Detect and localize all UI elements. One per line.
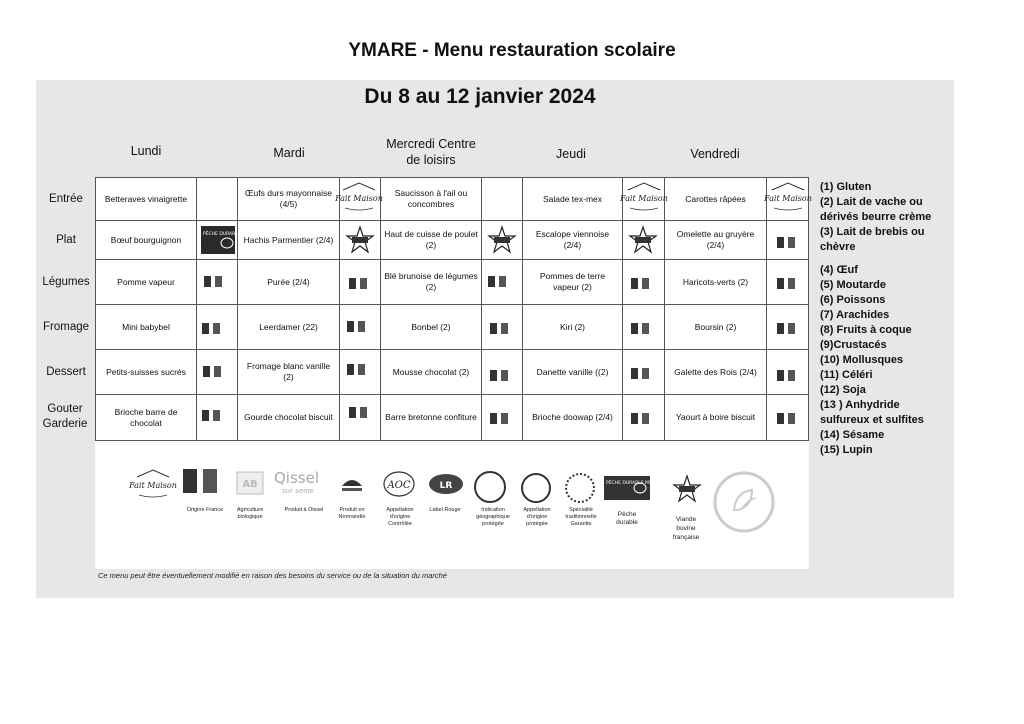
legend-label: Appellation d'origine Contrôlée	[386, 507, 414, 527]
menu-cell: Leerdamer (22)	[238, 305, 340, 350]
svg-text:Fait Maison: Fait Maison	[620, 194, 668, 203]
menu-cell: Mini babybel	[95, 305, 197, 350]
menu-cell: Fromage blanc vanille (2)	[238, 350, 340, 395]
aop-icon	[521, 473, 551, 503]
svg-text:Fait Maison: Fait Maison	[335, 194, 383, 203]
row-label-plat: Plat	[56, 234, 76, 246]
allergen-item: (7) Arachides	[820, 309, 890, 321]
origine-france-icon	[347, 364, 365, 375]
menu-cell: Saucisson à l'ail ou concombres	[381, 177, 482, 221]
menu-cell: Petits-suisses sucrés	[95, 350, 197, 395]
allergen-item: (13 ) Anhydride	[820, 399, 900, 411]
origine-france-icon	[203, 366, 221, 377]
page-title: YMARE - Menu restauration scolaire	[348, 40, 676, 61]
date-range: Du 8 au 12 janvier 2024	[364, 85, 596, 108]
allergen-item: (11) Céléri	[820, 369, 873, 381]
produit-en-normandie-icon	[340, 472, 364, 494]
menu-cell: Omelette au gruyère (2/4)	[665, 221, 767, 260]
legend-label: Indication géographique protégée	[476, 507, 510, 527]
origine-france-icon	[349, 407, 367, 418]
allergen-item: (9)Crustacés	[820, 339, 887, 351]
origine-france-icon	[777, 237, 795, 248]
svg-text:LR: LR	[439, 481, 453, 491]
svg-text:sur seine: sur seine	[282, 487, 314, 495]
allergen-item: (1) Gluten	[820, 181, 872, 193]
day-header-mercredi: Mercredi Centre de loisirs	[386, 137, 476, 167]
origine-france-icon	[777, 278, 795, 289]
day-header-lundi: Lundi	[130, 144, 162, 158]
legend-label: Produit à Oissel	[284, 507, 324, 513]
menu-cell: Blé brunoise de légumes (2)	[381, 260, 482, 305]
origine-france-icon	[631, 413, 649, 424]
peche-durable-msc-icon	[201, 226, 252, 254]
origine-france-icon	[347, 321, 365, 332]
legend-label: Viande bovine française	[672, 516, 700, 541]
allergen-item: (5) Moutarde	[820, 279, 886, 291]
allergen-item: chèvre	[820, 241, 856, 253]
svg-text:Fait Maison: Fait Maison	[129, 481, 177, 490]
footnote: Ce menu peut être éventuellement modifié en raison des besoins du service ou de la situation du marché	[98, 571, 447, 580]
origine-france-icon	[204, 276, 222, 287]
legend-label: Spécialité traditionnelle Garantie	[565, 507, 597, 527]
day-header-jeudi: Jeudi	[556, 147, 586, 161]
svg-text:PÊCHE DURABLE MSC: PÊCHE DURABLE MSC	[606, 481, 655, 486]
menu-cell: Carottes râpées	[665, 177, 767, 221]
row-label-fromage: Fromage	[42, 321, 90, 333]
menu-cell: Œufs durs mayonnaise (4/5)	[238, 177, 340, 221]
allergen-item: (6) Poissons	[820, 294, 886, 306]
allergen-item: (10) Mollusques	[820, 354, 904, 366]
legend-label: Produit en Normandie	[338, 507, 366, 520]
allergen-item: sulfureux et sulfites	[820, 414, 924, 426]
label-cell	[340, 395, 381, 441]
menu-cell: Betteraves vinaigrette	[95, 177, 197, 221]
origine-france-icon	[490, 370, 508, 381]
row-label-legumes: Légumes	[42, 276, 90, 288]
allergen-item: (15) Lupin	[820, 444, 873, 456]
aoc-icon	[382, 470, 416, 498]
viande-bovine-francaise-icon	[343, 225, 377, 255]
menu-table	[95, 177, 812, 441]
menu-cell: Salade tex-mex	[523, 177, 623, 221]
origine-france-icon	[631, 323, 649, 334]
legend-label: Origine France	[186, 507, 224, 513]
menu-cell: Bonbel (2)	[381, 305, 482, 350]
menu-cell: Kiri (2)	[523, 305, 623, 350]
vegetarien-icon	[712, 470, 776, 534]
svg-text:Fait Maison: Fait Maison	[764, 194, 812, 203]
menu-cell: Boursin (2)	[665, 305, 767, 350]
menu-cell: Galette des Rois (2/4)	[665, 350, 767, 395]
allergen-item: dérivés beurre crème	[820, 211, 932, 223]
menu-cell: Bœuf bourguignon	[95, 221, 197, 260]
legend-label: Agriculture biologique	[236, 507, 264, 520]
row-label-entree: Entrée	[49, 193, 83, 205]
allergen-item: (3) Lait de brebis ou	[820, 226, 925, 238]
fait-maison-icon	[129, 468, 177, 502]
day-header-vendredi: Vendredi	[690, 147, 740, 161]
row-label-dessert: Dessert	[46, 366, 86, 378]
menu-cell: Pomme vapeur	[95, 260, 197, 305]
origine-france-icon	[349, 278, 367, 289]
menu-cell: Escalope viennoise (2/4)	[523, 221, 623, 260]
origine-france-icon	[777, 370, 795, 381]
allergens-list	[820, 180, 1020, 458]
oissel-logo-icon	[272, 468, 330, 498]
allergen-item: (8) Fruits à coque	[820, 324, 912, 336]
svg-text:AB: AB	[242, 479, 258, 490]
menu-cell: Brioche doowap (2/4)	[523, 395, 623, 441]
origine-france-icon	[631, 368, 649, 379]
fait-maison-icon	[335, 181, 383, 215]
origine-france-icon	[490, 323, 508, 334]
igp-icon	[474, 471, 506, 503]
allergen-item: (14) Sésame	[820, 429, 885, 441]
allergen-item: (12) Soja	[820, 384, 866, 396]
origine-france-icon	[202, 410, 220, 421]
menu-cell: Danette vanille ((2)	[523, 350, 623, 395]
origine-france-icon	[777, 323, 795, 334]
menu-cell: Haricots-verts (2)	[665, 260, 767, 305]
day-header-mardi: Mardi	[273, 146, 305, 160]
label-rouge-icon	[427, 472, 465, 496]
menu-cell: Haut de cuisse de poulet (2)	[381, 221, 482, 260]
menu-cell: Yaourt à boire biscuit	[665, 395, 767, 441]
origine-france-icon	[183, 469, 217, 493]
legend-label: Label Rouge	[429, 507, 461, 513]
origine-france-icon	[488, 276, 506, 287]
viande-bovine-francaise-icon	[626, 225, 660, 255]
label-cell	[482, 177, 523, 221]
menu-cell: Gourde chocolat biscuit	[238, 395, 340, 441]
viande-bovine-francaise-icon	[485, 225, 519, 255]
menu-cell: Brioche barre de chocolat	[95, 395, 197, 441]
agriculture-biologique-icon	[237, 472, 263, 494]
allergen-item: (2) Lait de vache ou	[820, 196, 923, 208]
legend-label: Pêche durable	[616, 511, 638, 526]
origine-france-icon	[777, 413, 795, 424]
label-cell	[197, 177, 238, 221]
svg-text:Qissel: Qissel	[274, 469, 319, 487]
legend-label: Appellation d'origine protégée	[523, 507, 551, 527]
origine-france-icon	[490, 413, 508, 424]
svg-text:AOC: AOC	[387, 480, 411, 491]
origine-france-icon	[631, 278, 649, 289]
stg-icon	[565, 473, 595, 503]
menu-cell: Pommes de terre vapeur (2)	[523, 260, 623, 305]
origine-france-icon	[202, 323, 220, 334]
legend-area	[95, 441, 809, 569]
svg-text:PÊCHE DURABLE MSC: PÊCHE DURABLE MSC	[203, 232, 252, 237]
menu-cell: Mousse chocolat (2)	[381, 350, 482, 395]
viande-bovine-francaise-icon	[670, 474, 704, 504]
menu-cell: Hachis Parmentier (2/4)	[238, 221, 340, 260]
menu-cell: Barre bretonne confiture	[381, 395, 482, 441]
menu-cell: Purée (2/4)	[238, 260, 340, 305]
fait-maison-icon	[620, 181, 668, 215]
allergen-item: (4) Œuf	[820, 264, 858, 276]
peche-durable-msc-icon	[604, 476, 655, 500]
fait-maison-icon	[764, 181, 812, 215]
row-label-gouter: Gouter Garderie	[42, 403, 88, 430]
